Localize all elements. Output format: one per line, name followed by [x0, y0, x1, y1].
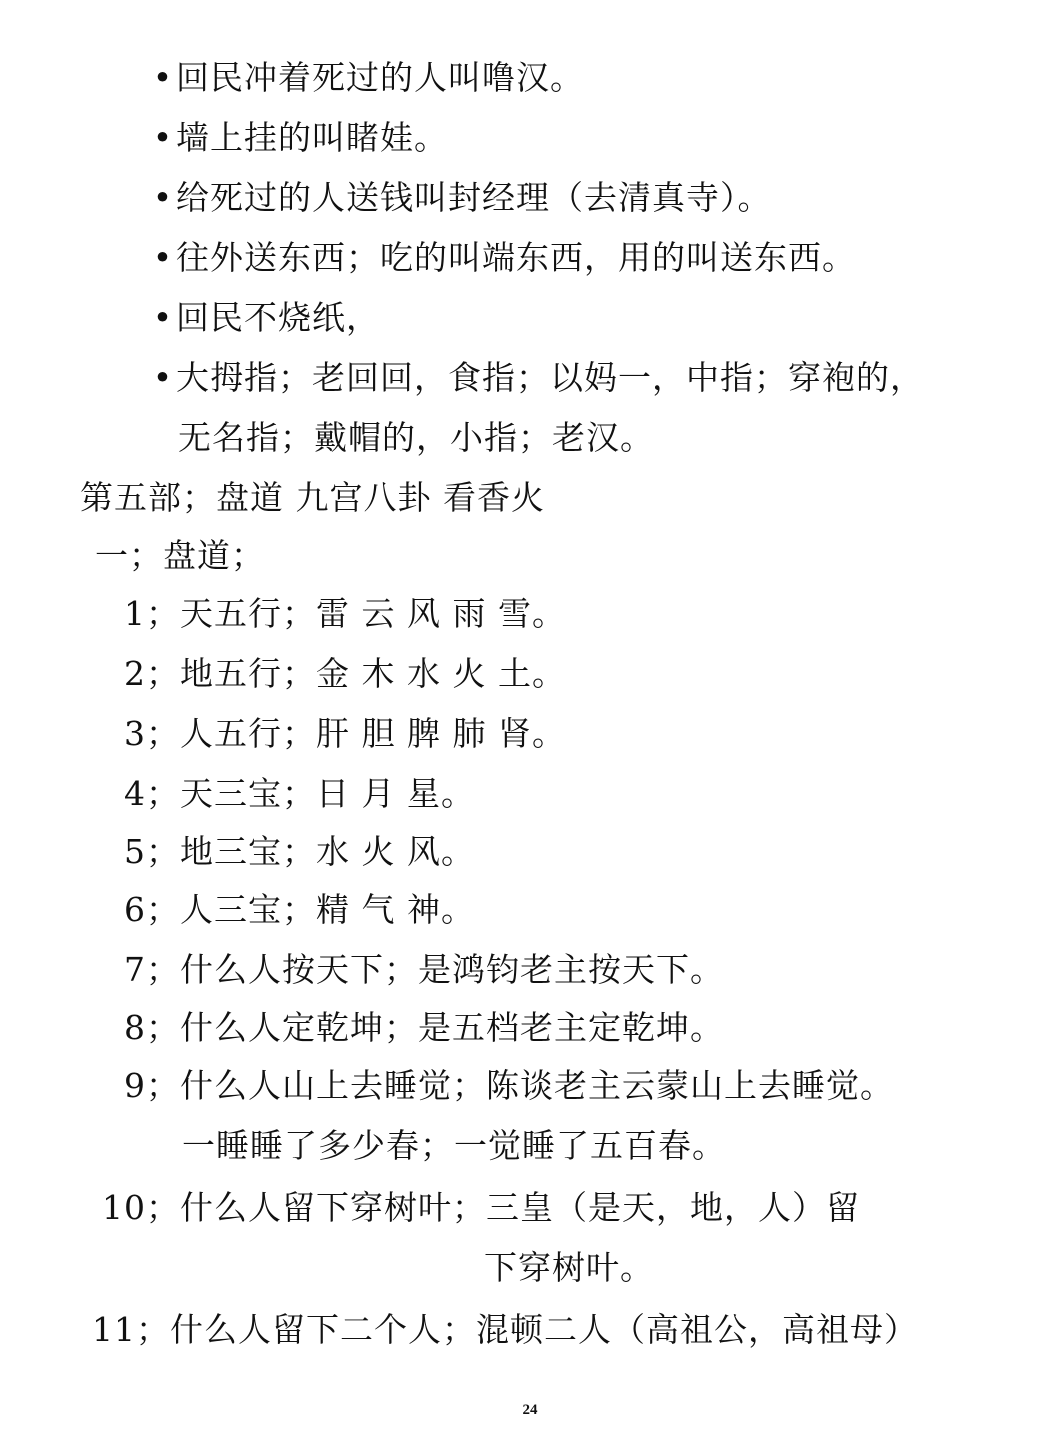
list-item	[100, 1066, 894, 1106]
bullet-text: 回民不烧纸，	[176, 298, 380, 337]
list-item	[100, 774, 475, 814]
bullet-continuation: 无名指；戴帽的，小指；老汉。	[178, 418, 654, 457]
item-number: 3；	[124, 714, 180, 753]
list-item	[100, 714, 566, 754]
item-text: 天五行；雷 云 风 雨 雪。	[180, 594, 566, 633]
bullet-text: 给死过的人送钱叫封经理（去清真寺）。	[176, 178, 772, 217]
item-number: 6；	[124, 890, 180, 929]
item-number: 7；	[124, 950, 180, 989]
bullet-line	[152, 238, 856, 278]
item-continuation: 下穿树叶。	[484, 1248, 654, 1287]
item-number: 2；	[124, 654, 180, 693]
item-text: 什么人按天下；是鸿钧老主按天下。	[180, 950, 724, 989]
bullet-line	[152, 178, 772, 218]
item-number: 9；	[124, 1066, 180, 1105]
section-title: 第五部；盘道 九宫八卦 看香火	[80, 478, 545, 517]
item-text: 什么人留下二个人；混顿二人（高祖公，高祖母）	[170, 1310, 918, 1349]
bullet-text: 往外送东西；吃的叫端东西，用的叫送东西。	[176, 238, 856, 277]
item-text: 什么人定乾坤；是五档老主定乾坤。	[180, 1008, 724, 1047]
bullet-dot: •	[152, 178, 174, 217]
list-item	[100, 1008, 724, 1048]
bullet-line	[152, 118, 448, 158]
list-item	[100, 890, 475, 930]
item-text: 人五行；肝 胆 脾 肺 肾。	[180, 714, 566, 753]
item-number: 10；	[102, 1188, 180, 1227]
item-text: 什么人留下穿树叶；三皇（是天，地，人）留	[180, 1188, 860, 1227]
list-item	[100, 950, 724, 990]
item-number: 8；	[124, 1008, 180, 1047]
item-text: 地五行；金 木 水 火 土。	[180, 654, 566, 693]
bullet-dot: •	[152, 118, 174, 157]
bullet-dot: •	[152, 238, 174, 277]
bullet-dot: •	[152, 58, 174, 97]
subsection-title: 一；盘道；	[95, 536, 265, 575]
bullet-text: 大拇指；老回回，食指；以妈一，中指；穿袍的，	[176, 358, 924, 397]
item-number: 4；	[124, 774, 180, 813]
item-number: 11；	[92, 1310, 170, 1349]
bullet-dot: •	[152, 298, 174, 337]
bullet-text: 墙上挂的叫睹娃。	[176, 118, 448, 157]
item-continuation: 一睡睡了多少春；一觉睡了五百春。	[182, 1126, 726, 1165]
item-text: 天三宝；日 月 星。	[180, 774, 475, 813]
item-number: 1；	[124, 594, 180, 633]
bullet-dot: •	[152, 358, 174, 397]
item-text: 地三宝；水 火 风。	[180, 832, 475, 871]
item-number: 5；	[124, 832, 180, 871]
item-text: 人三宝；精 气 神。	[180, 890, 475, 929]
bullet-line	[152, 58, 584, 98]
list-item	[100, 1188, 860, 1228]
list-item	[100, 654, 566, 694]
item-text: 什么人山上去睡觉；陈谈老主云蒙山上去睡觉。	[180, 1066, 894, 1105]
bullet-line	[152, 298, 380, 338]
list-item	[100, 832, 475, 872]
bullet-line	[152, 358, 924, 398]
list-item	[92, 1310, 918, 1350]
bullet-text: 回民冲着死过的人叫噜汉。	[176, 58, 584, 97]
page-number: 24	[522, 1402, 538, 1418]
list-item	[100, 594, 566, 634]
